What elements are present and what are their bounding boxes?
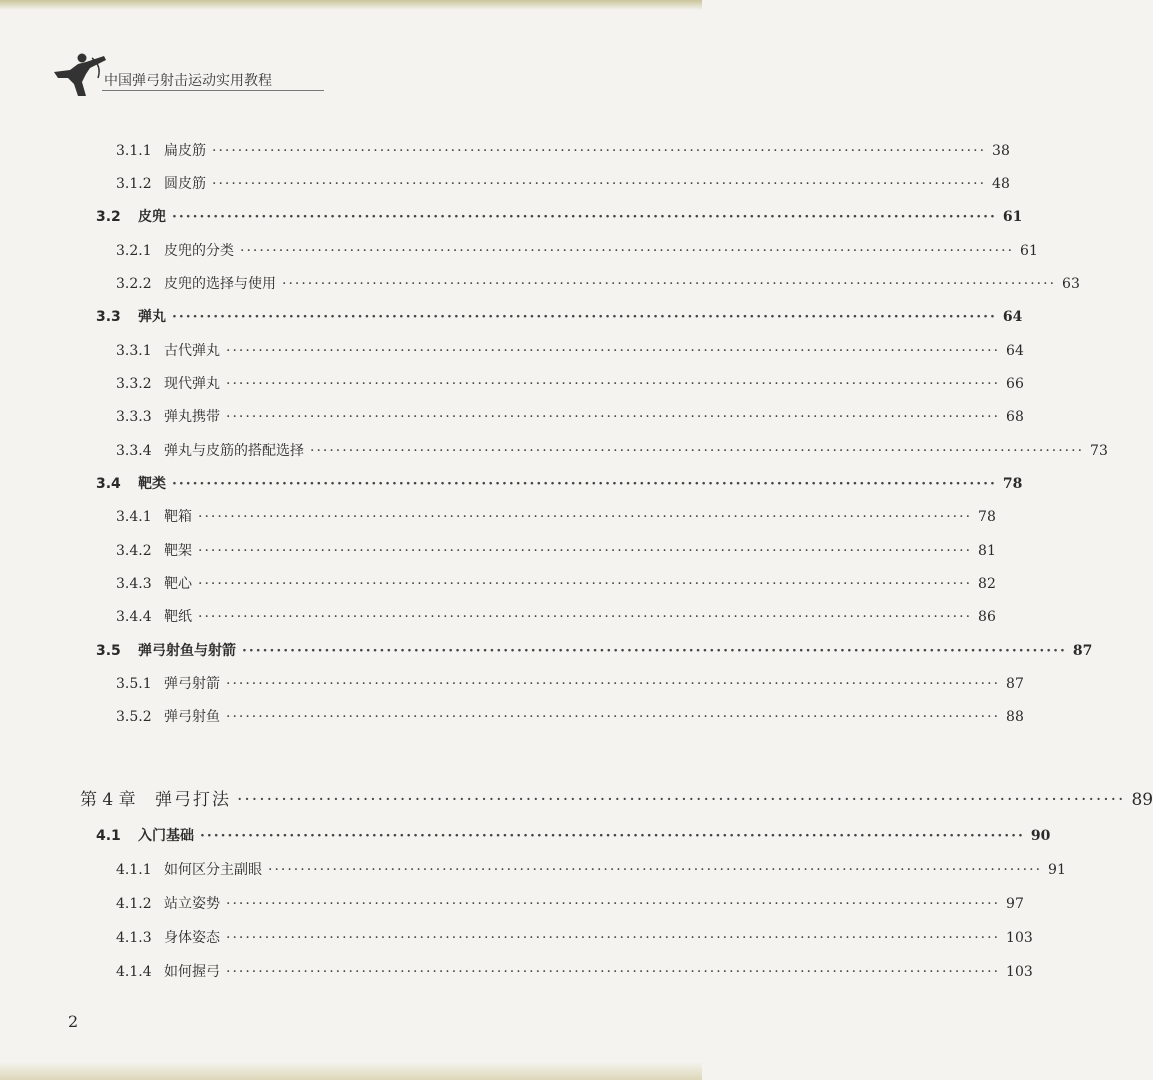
toc-entry-title: 弹弓射箭 bbox=[164, 676, 220, 692]
toc-entry-number: 3.3.4 bbox=[116, 443, 152, 459]
toc-entry-page: 48 bbox=[992, 176, 1010, 192]
dot-leader: ························································································································ bbox=[226, 964, 1001, 980]
toc-entry[interactable] bbox=[96, 640, 1093, 660]
toc-entry-number: 3.4.3 bbox=[116, 576, 152, 592]
toc-entry-title: 皮兜的选择与使用 bbox=[164, 276, 276, 292]
dot-leader: ························································································································ bbox=[240, 243, 1015, 259]
toc-entry[interactable] bbox=[116, 961, 1033, 981]
toc-entry-page: 66 bbox=[1006, 376, 1024, 392]
toc-entry[interactable] bbox=[96, 206, 1023, 226]
toc-entry-number: 3.5 bbox=[96, 643, 121, 659]
dot-leader: ························································································································ bbox=[172, 476, 997, 492]
toc-entry-title: 如何握弓 bbox=[164, 964, 220, 980]
dot-leader: ························································································································ bbox=[226, 409, 1001, 425]
toc-entry-page: 103 bbox=[1006, 964, 1033, 980]
toc-entry[interactable] bbox=[116, 173, 1010, 193]
toc-entry-title: 站立姿势 bbox=[164, 896, 220, 912]
toc-entry-title: 弹弓打法 bbox=[155, 790, 231, 810]
toc-entry-page: 86 bbox=[978, 609, 996, 625]
toc-entry[interactable] bbox=[116, 927, 1033, 947]
toc-entry-title: 靶纸 bbox=[164, 609, 192, 625]
toc-entry-number: 3.4.2 bbox=[116, 543, 152, 559]
toc-entry[interactable] bbox=[96, 306, 1023, 326]
dot-leader: ························································································································ bbox=[226, 676, 1001, 692]
toc-entry-title: 扁皮筋 bbox=[164, 143, 206, 159]
toc-entry-number: 3.2.2 bbox=[116, 276, 152, 292]
page-number: 2 bbox=[68, 1012, 79, 1031]
toc-entry-page: 38 bbox=[992, 143, 1010, 159]
dot-leader: ························································································································ bbox=[226, 709, 1001, 725]
toc-entry-page: 64 bbox=[1006, 343, 1024, 359]
toc-entry-title: 靶心 bbox=[164, 576, 192, 592]
toc-entry-page: 91 bbox=[1048, 862, 1066, 878]
toc-entry-page: 87 bbox=[1006, 676, 1024, 692]
dot-leader: ························································································································ bbox=[226, 343, 1001, 359]
toc-entry[interactable] bbox=[116, 540, 996, 560]
toc-entry-page: 82 bbox=[978, 576, 996, 592]
toc-entry[interactable] bbox=[116, 606, 996, 626]
toc-entry[interactable] bbox=[116, 706, 1024, 726]
toc-entry-page: 81 bbox=[978, 543, 996, 559]
dot-leader: ························································································································ bbox=[237, 790, 1126, 810]
toc-entry-number: 4.1.1 bbox=[116, 862, 152, 878]
dot-leader: ························································································································ bbox=[242, 643, 1067, 659]
toc-entry-page: 78 bbox=[978, 509, 996, 525]
toc-entry-number: 3.3.1 bbox=[116, 343, 152, 359]
dot-leader: ························································································································ bbox=[226, 376, 1001, 392]
toc-entry-number: 4.1.3 bbox=[116, 930, 152, 946]
toc-entry-page: 63 bbox=[1062, 276, 1080, 292]
toc-entry-title: 身体姿态 bbox=[164, 930, 220, 946]
toc-entry-number: 4.1.4 bbox=[116, 964, 152, 980]
dot-leader: ························································································································ bbox=[198, 543, 973, 559]
dot-leader: ························································································································ bbox=[198, 576, 973, 592]
dot-leader: ························································································································ bbox=[200, 828, 1025, 844]
dot-leader: ························································································································ bbox=[212, 143, 987, 159]
toc-entry-number: 3.3 bbox=[96, 309, 121, 325]
toc-entry[interactable] bbox=[116, 506, 996, 526]
toc-entry-page: 61 bbox=[1020, 243, 1038, 259]
toc-entry-title: 靶类 bbox=[138, 476, 166, 492]
toc-entry-page: 87 bbox=[1072, 643, 1093, 659]
toc-entry-page: 68 bbox=[1006, 409, 1024, 425]
toc-entry-number: 3.4.1 bbox=[116, 509, 152, 525]
dot-leader: ························································································································ bbox=[198, 509, 973, 525]
toc-entry[interactable] bbox=[80, 785, 1153, 810]
toc-entry-title: 现代弹丸 bbox=[164, 376, 220, 392]
dot-leader: ························································································································ bbox=[172, 309, 997, 325]
toc-entry-title: 皮兜 bbox=[138, 209, 166, 225]
toc-entry-number: 3.3.3 bbox=[116, 409, 152, 425]
toc-entry-number: 3.1.1 bbox=[116, 143, 152, 159]
toc-entry-title: 靶架 bbox=[164, 543, 192, 559]
toc-entry-number: 4.1.2 bbox=[116, 896, 152, 912]
toc-entry[interactable] bbox=[116, 673, 1024, 693]
toc-entry[interactable] bbox=[116, 273, 1080, 293]
dot-leader: ························································································································ bbox=[226, 930, 1001, 946]
toc-entry-page: 64 bbox=[1002, 309, 1023, 325]
toc-entry-number: 3.4.4 bbox=[116, 609, 152, 625]
toc-entry-page: 90 bbox=[1030, 828, 1051, 844]
toc-entry-number: 3.1.2 bbox=[116, 176, 152, 192]
dot-leader: ························································································································ bbox=[226, 896, 1001, 912]
toc-entry[interactable] bbox=[116, 240, 1038, 260]
toc-entry-title: 弹弓射鱼与射箭 bbox=[138, 643, 236, 659]
toc-entry-number: 3.2 bbox=[96, 209, 121, 225]
toc-entry-page: 61 bbox=[1002, 209, 1023, 225]
toc-entry-page: 97 bbox=[1006, 896, 1024, 912]
dot-leader: ························································································································ bbox=[268, 862, 1043, 878]
toc-entry-number: 3.4 bbox=[96, 476, 121, 492]
toc-entry-number: 4.1 bbox=[96, 828, 121, 844]
dot-leader: ························································································································ bbox=[212, 176, 987, 192]
toc-entry-number: 第 4 章 bbox=[80, 790, 136, 810]
header-book-title: 中国弹弓射击运动实用教程 bbox=[104, 73, 272, 89]
toc-entry-title: 靶箱 bbox=[164, 509, 192, 525]
dot-leader: ························································································································ bbox=[172, 209, 997, 225]
toc-entry[interactable] bbox=[116, 573, 996, 593]
toc-entry-page: 103 bbox=[1006, 930, 1033, 946]
toc-entry[interactable] bbox=[116, 893, 1024, 913]
toc-entry[interactable] bbox=[116, 373, 1024, 393]
toc-entry-page: 88 bbox=[1006, 709, 1024, 725]
toc-entry-page: 89 bbox=[1131, 790, 1153, 810]
dot-leader: ························································································································ bbox=[282, 276, 1057, 292]
toc-entry-title: 弹丸与皮筋的搭配选择 bbox=[164, 443, 304, 459]
toc-entry-page: 78 bbox=[1002, 476, 1023, 492]
toc-entry[interactable] bbox=[116, 140, 1010, 160]
dot-leader: ························································································································ bbox=[198, 609, 973, 625]
toc-entry-title: 入门基础 bbox=[138, 828, 194, 844]
toc-entry-number: 3.3.2 bbox=[116, 376, 152, 392]
toc-entry[interactable] bbox=[116, 406, 1024, 426]
toc-entry-number: 3.2.1 bbox=[116, 243, 152, 259]
toc-entry-number: 3.5.1 bbox=[116, 676, 152, 692]
toc-entry-page: 73 bbox=[1090, 443, 1108, 459]
toc-entry-title: 如何区分主副眼 bbox=[164, 862, 262, 878]
toc-entry[interactable] bbox=[116, 440, 1108, 460]
toc-entry[interactable] bbox=[96, 473, 1023, 493]
toc-entry-title: 古代弹丸 bbox=[164, 343, 220, 359]
toc-entry-title: 弹弓射鱼 bbox=[164, 709, 220, 725]
dot-leader: ························································································································ bbox=[310, 443, 1085, 459]
toc-entry-title: 弹丸携带 bbox=[164, 409, 220, 425]
toc-entry-title: 弹丸 bbox=[138, 309, 166, 325]
toc-entry[interactable] bbox=[96, 825, 1051, 845]
toc-entry-title: 圆皮筋 bbox=[164, 176, 206, 192]
toc-entry[interactable] bbox=[116, 859, 1066, 879]
toc-entry-title: 皮兜的分类 bbox=[164, 243, 234, 259]
toc-entry[interactable] bbox=[116, 340, 1024, 360]
toc-entry-number: 3.5.2 bbox=[116, 709, 152, 725]
